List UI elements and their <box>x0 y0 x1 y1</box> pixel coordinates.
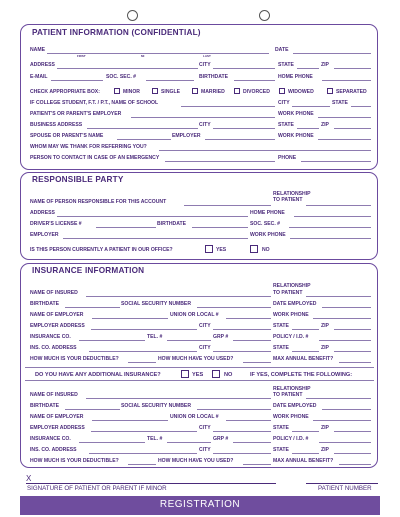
soc-sec-field[interactable] <box>146 80 194 81</box>
email-label: E-MAIL <box>30 74 48 80</box>
ins-co-city-label: CITY <box>199 345 211 351</box>
ins2-co-field[interactable] <box>79 442 145 443</box>
date-label: DATE <box>275 47 289 53</box>
ins-birthdate-field[interactable] <box>65 307 120 308</box>
ins-city-label: CITY <box>199 323 211 329</box>
emergency-phone-field[interactable] <box>301 161 371 162</box>
rp-address-label: ADDRESS <box>30 210 55 216</box>
ins2-employer-address-field[interactable] <box>91 431 197 432</box>
ins2-co-state-label: STATE <box>273 447 289 453</box>
widowed-checkbox[interactable] <box>279 88 285 94</box>
rp-birthdate-label: BIRTHDATE <box>157 221 187 227</box>
registration-title: REGISTRATION <box>159 499 241 510</box>
work-phone-label: WORK PHONE <box>278 111 314 117</box>
ins-union-field[interactable] <box>226 318 271 319</box>
address-label: ADDRESS <box>30 62 55 68</box>
ins-city-field[interactable] <box>213 329 271 330</box>
ins2-state-label: STATE <box>273 425 289 431</box>
complete-following-label: IF YES, COMPLETE THE FOLLOWING: <box>250 372 353 378</box>
rp-license-label: DRIVER'S LICENSE # <box>30 221 82 227</box>
city-label: CITY <box>199 62 211 68</box>
referring-field[interactable] <box>159 150 371 151</box>
business-address-label: BUSINESS ADDRESS <box>30 122 83 128</box>
date-field[interactable] <box>293 53 371 54</box>
ins2-birthdate-label: BIRTHDATE <box>30 403 60 409</box>
ins2-grp-field[interactable] <box>233 442 271 443</box>
ins-grp-field[interactable] <box>233 340 271 341</box>
college-label: IF COLLEGE STUDENT, F.T. / P.T., NAME OF SCHOOL <box>30 100 159 106</box>
ins2-name-insured-field[interactable] <box>86 398 271 399</box>
additional-no-label: NO <box>224 372 233 378</box>
ins-co-state-label: STATE <box>273 345 289 351</box>
business-zip-label: ZIP <box>321 122 329 128</box>
ins2-employer-label: NAME OF EMPLOYER <box>30 414 84 420</box>
college-city-label: CITY <box>278 100 290 106</box>
ins-used-field[interactable] <box>243 362 271 363</box>
ins2-city-field[interactable] <box>213 431 271 432</box>
additional-no-checkbox[interactable] <box>212 370 220 378</box>
home-phone-field[interactable] <box>322 80 371 81</box>
patient-number-field[interactable] <box>306 483 378 484</box>
additional-yes-label: YES <box>192 372 204 378</box>
ins-employer-label: NAME OF EMPLOYER <box>30 312 84 318</box>
signature-label: SIGNATURE OF PATIENT OR PARENT IF MINOR <box>27 485 167 492</box>
ins2-city-label: CITY <box>199 425 211 431</box>
ins2-union-label: UNION OR LOCAL # <box>170 414 219 420</box>
rp-home-phone-field[interactable] <box>294 216 371 217</box>
ins-deductible-field[interactable] <box>128 362 156 363</box>
insurance-information-title: INSURANCE INFORMATION <box>32 266 145 275</box>
ins2-zip-field[interactable] <box>334 431 371 432</box>
ins-to-patient-field[interactable] <box>306 296 371 297</box>
business-city-field[interactable] <box>213 128 275 129</box>
ins2-grp-label: GRP # <box>213 436 229 442</box>
additional-yes-checkbox[interactable] <box>181 370 189 378</box>
ins-employer-address-label: EMPLOYER ADDRESS <box>30 323 85 329</box>
ins2-co-city-label: CITY <box>199 447 211 453</box>
rp-currently-label: IS THIS PERSON CURRENTLY A PATIENT IN OUR OFFICE? <box>30 247 173 253</box>
home-phone-label: HOME PHONE <box>278 74 313 80</box>
additional-divider-bottom <box>25 380 374 381</box>
rp-name-field[interactable] <box>184 205 271 206</box>
ins2-date-employed-field[interactable] <box>322 409 371 410</box>
ins2-state-field[interactable] <box>292 431 319 432</box>
state-label: STATE <box>278 62 294 68</box>
ins2-co-zip-field[interactable] <box>334 453 371 454</box>
ins-birthdate-label: BIRTHDATE <box>30 301 60 307</box>
rp-soc-sec-field[interactable] <box>289 227 371 228</box>
divorced-checkbox[interactable] <box>234 88 240 94</box>
spouse-label: SPOUSE OR PARENT'S NAME <box>30 133 104 139</box>
rp-no-label: NO <box>262 247 270 253</box>
ins-max-benefit-label: MAX ANNUAL BENEFIT? <box>273 356 334 362</box>
ins2-co-address-field[interactable] <box>89 453 197 454</box>
employer-label: PATIENT'S OR PARENT'S EMPLOYER <box>30 111 122 117</box>
ins-co-address-field[interactable] <box>89 351 197 352</box>
ins-policy-label: POLICY / I.D. # <box>273 334 309 340</box>
ins-work-phone-field[interactable] <box>313 318 371 319</box>
ins-co-label: INSURANCE CO. <box>30 334 71 340</box>
emergency-field[interactable] <box>165 161 275 162</box>
ins2-policy-label: POLICY / I.D. # <box>273 436 309 442</box>
minor-checkbox[interactable] <box>114 88 120 94</box>
minor-label: MINOR <box>123 89 140 95</box>
ins2-employer-field[interactable] <box>92 420 168 421</box>
zip-field[interactable] <box>334 68 371 69</box>
ins2-max-benefit-label: MAX ANNUAL BENEFIT? <box>273 458 334 464</box>
rp-birthdate-field[interactable] <box>192 227 248 228</box>
ins2-co-address-label: INS. CO. ADDRESS <box>30 447 77 453</box>
ins-ssn-field[interactable] <box>197 307 271 308</box>
ins-ssn-label: SOCIAL SECURITY NUMBER <box>121 301 191 307</box>
ins2-zip-label: ZIP <box>321 425 329 431</box>
birthdate-label: BIRTHDATE <box>199 74 229 80</box>
patient-information-title: PATIENT INFORMATION (CONFIDENTIAL) <box>32 28 201 37</box>
married-checkbox[interactable] <box>192 88 198 94</box>
work-phone-field[interactable] <box>318 117 371 118</box>
additional-divider <box>25 367 374 368</box>
ins-policy-field[interactable] <box>319 340 371 341</box>
ins-co-address-label: INS. CO. ADDRESS <box>30 345 77 351</box>
ins-co-city-field[interactable] <box>213 351 271 352</box>
spouse-work-phone-label: WORK PHONE <box>278 133 314 139</box>
signature-field[interactable] <box>26 483 276 484</box>
additional-insurance-label: DO YOU HAVE ANY ADDITIONAL INSURANCE? <box>35 372 161 378</box>
ins-union-label: UNION OR LOCAL # <box>170 312 219 318</box>
ins-used-label: HOW MUCH HAVE YOU USED? <box>158 356 234 362</box>
state-field[interactable] <box>297 68 319 69</box>
rp-no-checkbox[interactable] <box>250 245 258 253</box>
rp-license-field[interactable] <box>96 227 156 228</box>
rp-employer-field[interactable] <box>63 238 248 239</box>
college-state-field[interactable] <box>351 106 371 107</box>
widowed-label: WIDOWED <box>288 89 314 95</box>
email-field[interactable] <box>51 80 103 81</box>
married-label: MARRIED <box>201 89 225 95</box>
ins-employer-address-field[interactable] <box>91 329 197 330</box>
ins2-work-phone-label: WORK PHONE <box>273 414 309 420</box>
ins-co-state-field[interactable] <box>292 351 319 352</box>
ins2-name-insured-label: NAME OF INSURED <box>30 392 78 398</box>
ins2-ssn-label: SOCIAL SECURITY NUMBER <box>121 403 191 409</box>
referring-label: WHOM MAY WE THANK FOR REFERRING YOU? <box>30 144 147 150</box>
ins-co-zip-label: ZIP <box>321 345 329 351</box>
zip-label: ZIP <box>321 62 329 68</box>
business-state-field[interactable] <box>297 128 319 129</box>
ins2-to-patient-field[interactable] <box>306 398 371 399</box>
city-field[interactable] <box>213 68 275 69</box>
ins-tel-label: TEL. # <box>147 334 163 340</box>
ins2-deductible-field[interactable] <box>128 464 156 465</box>
ins2-co-zip-label: ZIP <box>321 447 329 453</box>
emergency-phone-label: PHONE <box>278 155 297 161</box>
punch-hole-right <box>259 10 270 21</box>
ins-date-employed-field[interactable] <box>322 307 371 308</box>
ins2-date-employed-label: DATE EMPLOYED <box>273 403 317 409</box>
business-address-field[interactable] <box>87 128 198 129</box>
rp-yes-label: YES <box>216 247 227 253</box>
single-label: SINGLE <box>161 89 180 95</box>
separated-label: SEPARATED <box>336 89 367 95</box>
college-state-label: STATE <box>332 100 348 106</box>
ins2-to-patient-label: TO PATIENT <box>273 392 303 398</box>
check-box-label: CHECK APPROPRIATE BOX: <box>30 89 100 95</box>
responsible-party-title: RESPONSIBLE PARTY <box>32 175 124 184</box>
address-field[interactable] <box>57 68 198 69</box>
first-sublabel: FIRST <box>77 54 86 58</box>
birthdate-field[interactable] <box>234 80 275 81</box>
ins2-deductible-label: HOW MUCH IS YOUR DEDUCTIBLE? <box>30 458 119 464</box>
divorced-label: DIVORCED <box>243 89 270 95</box>
ins2-used-label: HOW MUCH HAVE YOU USED? <box>158 458 234 464</box>
ins-employer-field[interactable] <box>92 318 168 319</box>
ins2-tel-field[interactable] <box>167 442 211 443</box>
business-state-label: STATE <box>278 122 294 128</box>
rp-soc-sec-label: SOC. SEC. # <box>250 221 281 227</box>
ins-zip-label: ZIP <box>321 323 329 329</box>
spouse-employer-label: EMPLOYER <box>172 133 201 139</box>
ins2-tel-label: TEL. # <box>147 436 163 442</box>
ins2-union-field[interactable] <box>226 420 271 421</box>
patient-number-label: PATIENT NUMBER <box>318 485 372 492</box>
ins-zip-field[interactable] <box>334 329 371 330</box>
business-zip-field[interactable] <box>334 128 371 129</box>
ins2-co-state-field[interactable] <box>292 453 319 454</box>
rp-yes-checkbox[interactable] <box>205 245 213 253</box>
punch-hole-left <box>127 10 138 21</box>
ins-tel-field[interactable] <box>167 340 211 341</box>
ins-name-insured-label: NAME OF INSURED <box>30 290 78 296</box>
separated-checkbox[interactable] <box>327 88 333 94</box>
rp-employer-label: EMPLOYER <box>30 232 59 238</box>
ins-date-employed-label: DATE EMPLOYED <box>273 301 317 307</box>
ins-state-label: STATE <box>273 323 289 329</box>
ins-max-benefit-field[interactable] <box>339 362 371 363</box>
rp-address-field[interactable] <box>57 216 248 217</box>
ins2-employer-address-label: EMPLOYER ADDRESS <box>30 425 85 431</box>
ins2-co-city-field[interactable] <box>213 453 271 454</box>
college-city-field[interactable] <box>292 106 330 107</box>
ins-relationship-label: RELATIONSHIP <box>273 283 311 289</box>
ins-co-field[interactable] <box>79 340 145 341</box>
ins2-birthdate-field[interactable] <box>65 409 120 410</box>
single-checkbox[interactable] <box>152 88 158 94</box>
spouse-employer-field[interactable] <box>205 139 275 140</box>
rp-work-phone-label: WORK PHONE <box>250 232 286 238</box>
ins-grp-label: GRP # <box>213 334 229 340</box>
name-label: NAME <box>30 47 45 53</box>
rp-relationship-label: RELATIONSHIP <box>273 191 311 197</box>
rp-work-phone-field[interactable] <box>290 238 371 239</box>
ins-name-insured-field[interactable] <box>86 296 271 297</box>
ins2-ssn-field[interactable] <box>197 409 271 410</box>
last-sublabel: LAST <box>203 54 211 58</box>
soc-sec-label: SOC. SEC. # <box>106 74 137 80</box>
ins2-policy-field[interactable] <box>319 442 371 443</box>
ins2-max-benefit-field[interactable] <box>339 464 371 465</box>
signature-x-mark: X <box>26 474 32 483</box>
ins2-used-field[interactable] <box>243 464 271 465</box>
ins-work-phone-label: WORK PHONE <box>273 312 309 318</box>
ins-co-zip-field[interactable] <box>334 351 371 352</box>
ins-state-field[interactable] <box>292 329 319 330</box>
mi-sublabel: MI <box>141 54 145 58</box>
college-field[interactable] <box>181 106 275 107</box>
business-city-label: CITY <box>199 122 211 128</box>
ins2-relationship-label: RELATIONSHIP <box>273 386 311 392</box>
rp-name-label: NAME OF PERSON RESPONSIBLE FOR THIS ACCOUNT <box>30 199 167 205</box>
ins-deductible-label: HOW MUCH IS YOUR DEDUCTIBLE? <box>30 356 119 362</box>
rp-relationship-field[interactable] <box>306 205 371 206</box>
employer-field[interactable] <box>131 117 275 118</box>
ins2-co-label: INSURANCE CO. <box>30 436 71 442</box>
spouse-work-phone-field[interactable] <box>318 139 371 140</box>
spouse-field[interactable] <box>117 139 171 140</box>
rp-to-patient-label: TO PATIENT <box>273 197 303 203</box>
emergency-label: PERSON TO CONTACT IN CASE OF AN EMERGENCY <box>30 155 160 161</box>
ins-to-patient-label: TO PATIENT <box>273 290 303 296</box>
rp-home-phone-label: HOME PHONE <box>250 210 285 216</box>
ins2-work-phone-field[interactable] <box>313 420 371 421</box>
